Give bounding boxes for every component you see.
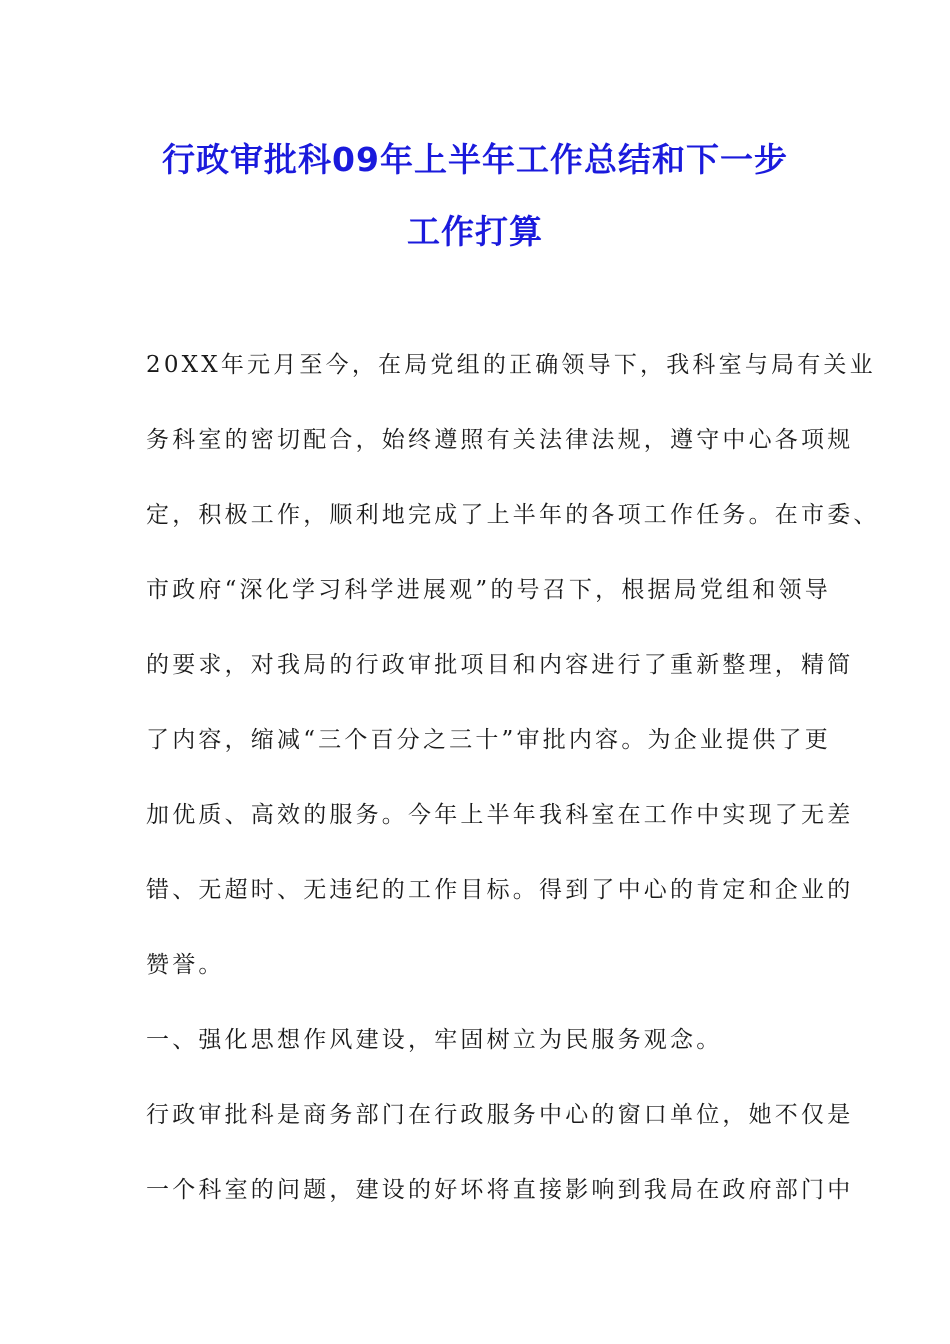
paragraph-line-3: 定，积极工作，顺利地完成了上半年的各项工作任务。在市委、 <box>146 502 880 528</box>
section-heading-1: 一、强化思想作风建设，牢固树立为民服务观念。 <box>146 1027 723 1053</box>
paragraph-line-10: 行政审批科是商务部门在行政服务中心的窗口单位，她不仅是 <box>146 1102 854 1128</box>
paragraph-line-9: 赞誉。 <box>146 952 225 978</box>
paragraph-line-6: 了内容，缩减“三个百分之三十”审批内容。为企业提供了更 <box>146 727 831 753</box>
paragraph-line-1: 20XX年元月至今，在局党组的正确领导下，我科室与局有关业 <box>146 352 876 378</box>
paragraph-line-11: 一个科室的问题，建设的好坏将直接影响到我局在政府部门中 <box>146 1177 854 1203</box>
paragraph-line-7: 加优质、高效的服务。今年上半年我科室在工作中实现了无差 <box>146 802 854 828</box>
paragraph-line-4: 市政府“深化学习科学进展观”的号召下，根据局党组和领导 <box>146 577 831 603</box>
paragraph-line-2: 务科室的密切配合，始终遵照有关法律法规，遵守中心各项规 <box>146 427 854 453</box>
paragraph-line-5: 的要求，对我局的行政审批项目和内容进行了重新整理，精简 <box>146 652 854 678</box>
document-title-line-2: 工作打算 <box>407 212 543 251</box>
paragraph-line-8: 错、无超时、无违纪的工作目标。得到了中心的肯定和企业的 <box>146 877 854 903</box>
document-title-line-1: 行政审批科09年上半年工作总结和下一步 <box>162 140 788 179</box>
